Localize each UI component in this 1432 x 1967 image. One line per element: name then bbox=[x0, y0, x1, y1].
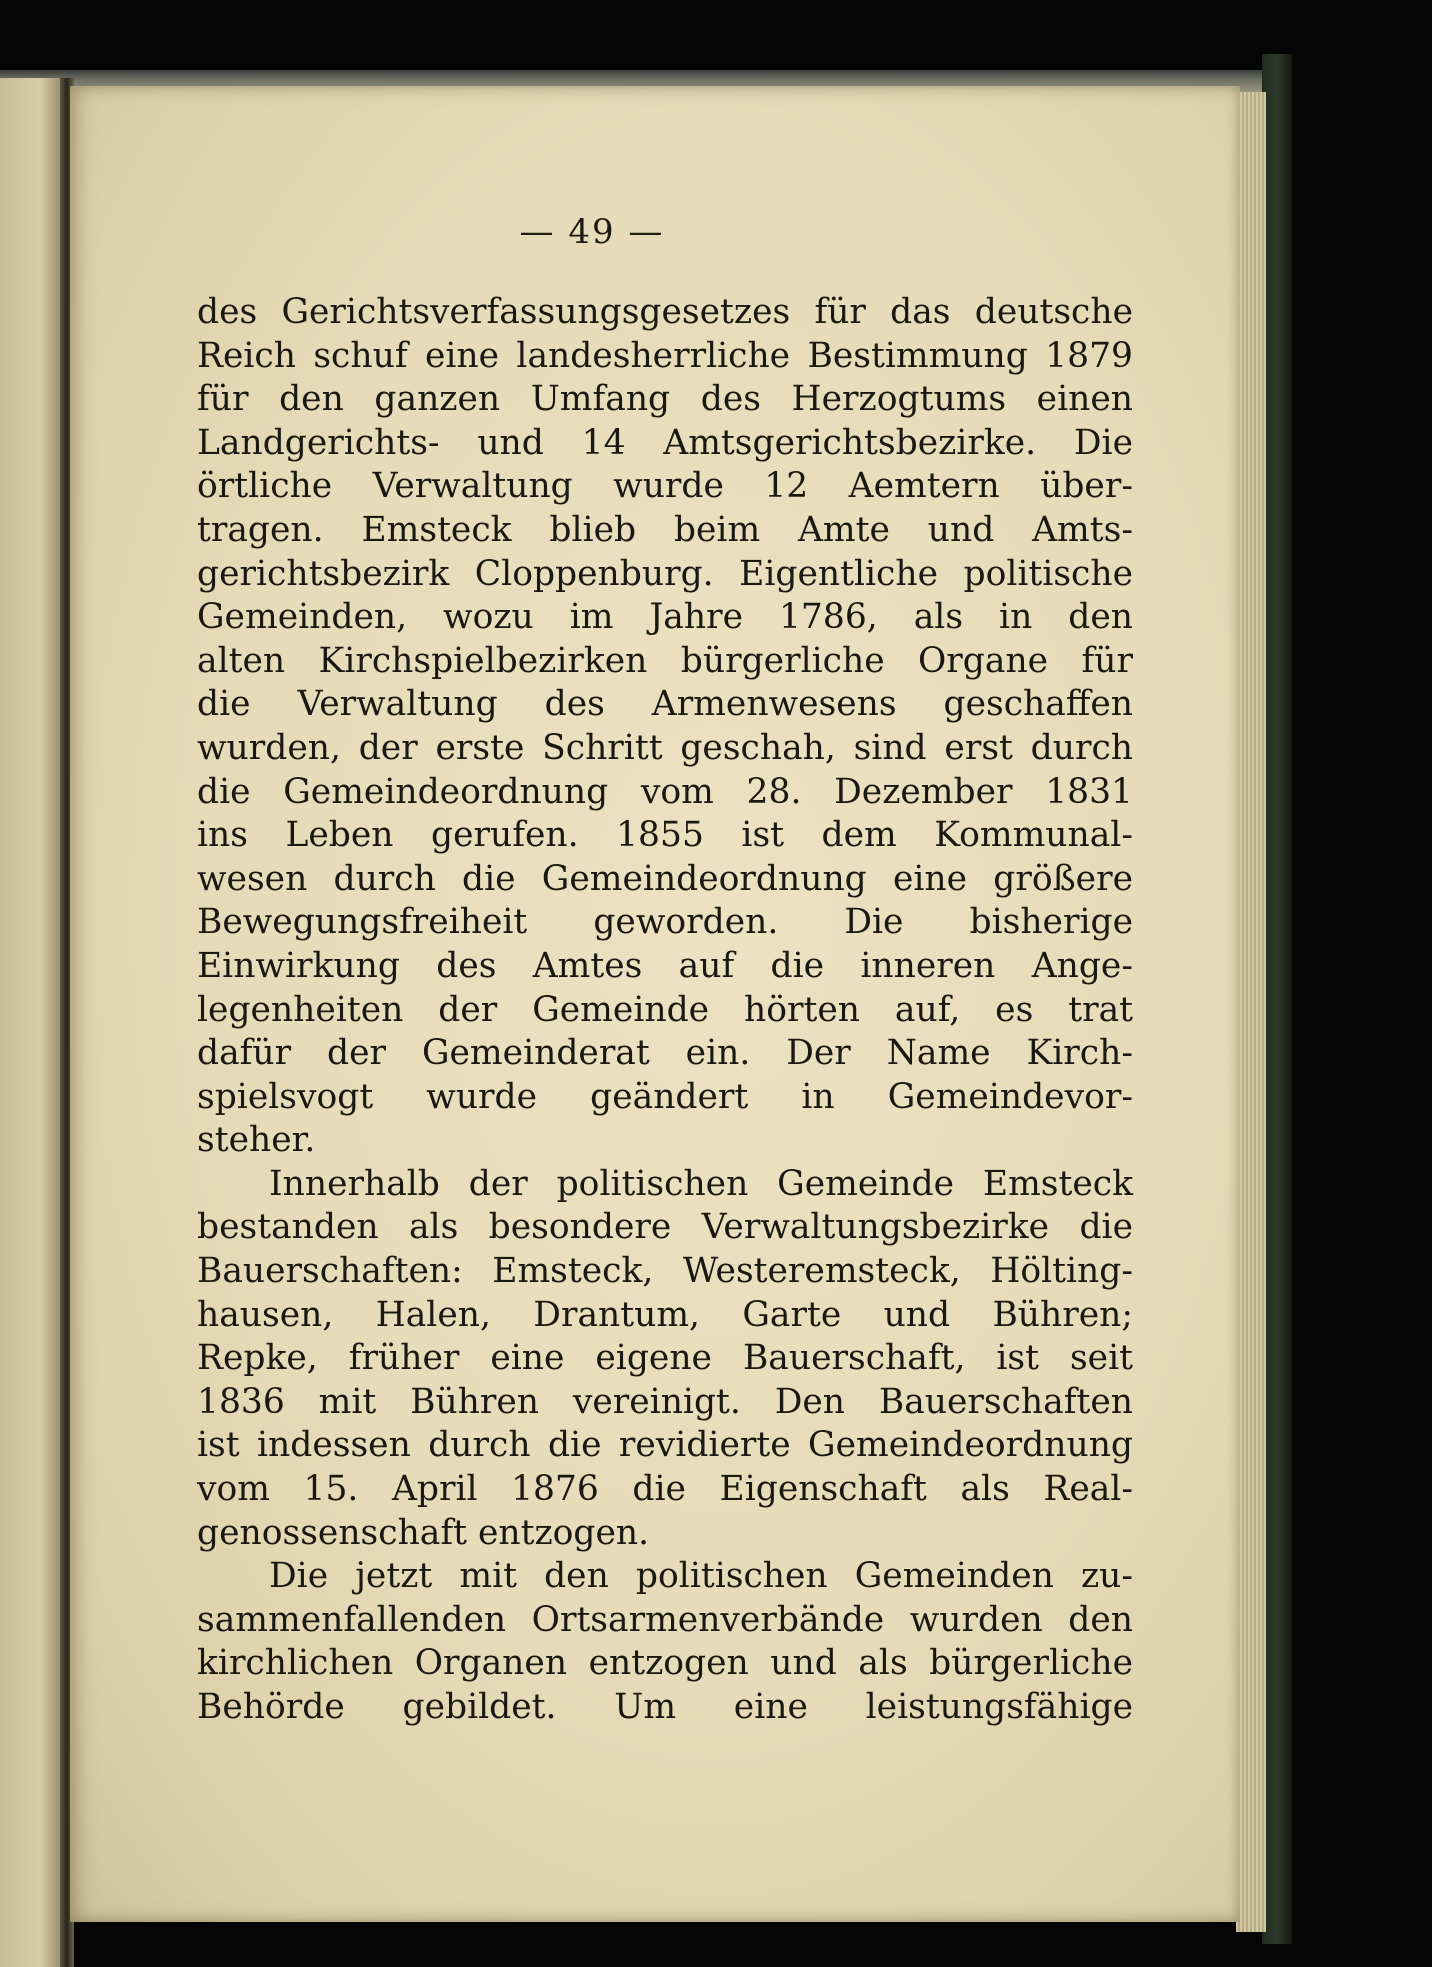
text-line: die Verwaltung des Armenwesens geschaffen bbox=[197, 684, 1133, 725]
text-line: tragen. Emsteck blieb beim Amte und Amts- bbox=[197, 509, 1133, 550]
book-cover-edge bbox=[1262, 54, 1292, 1944]
text-line: des Gerichtsverfassungsgesetzes für das deutsche bbox=[197, 292, 1133, 332]
text-line: Bauerschaften: Emsteck, Westeremsteck, Hölting- bbox=[197, 1251, 1133, 1292]
text-line: genossenschaft entzogen. bbox=[197, 1512, 650, 1553]
text-line: kirchlichen Organen entzogen und als bürgerliche bbox=[197, 1643, 1133, 1684]
text-line: Bewegungsfreiheit geworden. Die bisherige bbox=[197, 902, 1133, 943]
text-line: die Gemeindeordnung vom 28. Dezember 1831 bbox=[197, 771, 1133, 812]
stacked-page-edges bbox=[1236, 92, 1266, 1932]
text-line: Einwirkung des Amtes auf die inneren Ange- bbox=[197, 945, 1133, 986]
body-text bbox=[197, 291, 1133, 1730]
text-line: wurden, der erste Schritt geschah, sind erst durch bbox=[197, 727, 1133, 768]
text-line: ins Leben gerufen. 1855 ist dem Kommunal- bbox=[197, 815, 1133, 856]
text-line: wesen durch die Gemeindeordnung eine größere bbox=[197, 858, 1133, 899]
page-number: — 49 — bbox=[519, 212, 665, 252]
text-line: legenheiten der Gemeinde hörten auf, es trat bbox=[197, 989, 1133, 1030]
previous-page-edge bbox=[0, 78, 66, 1967]
text-line: gerichtsbezirk Cloppenburg. Eigentliche politische bbox=[197, 553, 1133, 594]
text-line: sammenfallenden Ortsarmenverbände wurden den bbox=[197, 1599, 1133, 1640]
text-line: Repke, früher eine eigene Bauerschaft, ist seit bbox=[197, 1338, 1133, 1379]
text-line: Die jetzt mit den politischen Gemeinden zu- bbox=[269, 1556, 1133, 1597]
text-line: Gemeinden, wozu im Jahre 1786, als in den bbox=[197, 597, 1133, 638]
text-line: vom 15. April 1876 die Eigenschaft als Real- bbox=[197, 1469, 1133, 1510]
text-line: ist indessen durch die revidierte Gemeindeordnung bbox=[197, 1425, 1133, 1466]
text-line: hausen, Halen, Drantum, Garte und Bühren; bbox=[197, 1294, 1133, 1335]
text-line: Behörde gebildet. Um eine leistungsfähige bbox=[197, 1687, 1133, 1727]
text-line: spielsvogt wurde geändert in Gemeindevor- bbox=[197, 1076, 1133, 1117]
text-line: Reich schuf eine landesherrliche Bestimmung 1879 bbox=[197, 335, 1133, 376]
book-page bbox=[70, 86, 1240, 1922]
text-line: für den ganzen Umfang des Herzogtums einen bbox=[197, 379, 1133, 420]
text-line: steher. bbox=[197, 1120, 316, 1161]
text-line: örtliche Verwaltung wurde 12 Aemtern über- bbox=[197, 466, 1133, 507]
text-line: Innerhalb der politischen Gemeinde Emsteck bbox=[269, 1163, 1133, 1204]
text-line: dafür der Gemeinderat ein. Der Name Kirch- bbox=[197, 1033, 1133, 1074]
text-line: Landgerichts- und 14 Amtsgerichtsbezirke. Die bbox=[197, 422, 1133, 463]
text-line: bestanden als besondere Verwaltungsbezirke die bbox=[197, 1207, 1133, 1248]
text-line: alten Kirchspielbezirken bürgerliche Organe für bbox=[197, 640, 1133, 681]
text-line: 1836 mit Bühren vereinigt. Den Bauerschaften bbox=[197, 1381, 1133, 1422]
